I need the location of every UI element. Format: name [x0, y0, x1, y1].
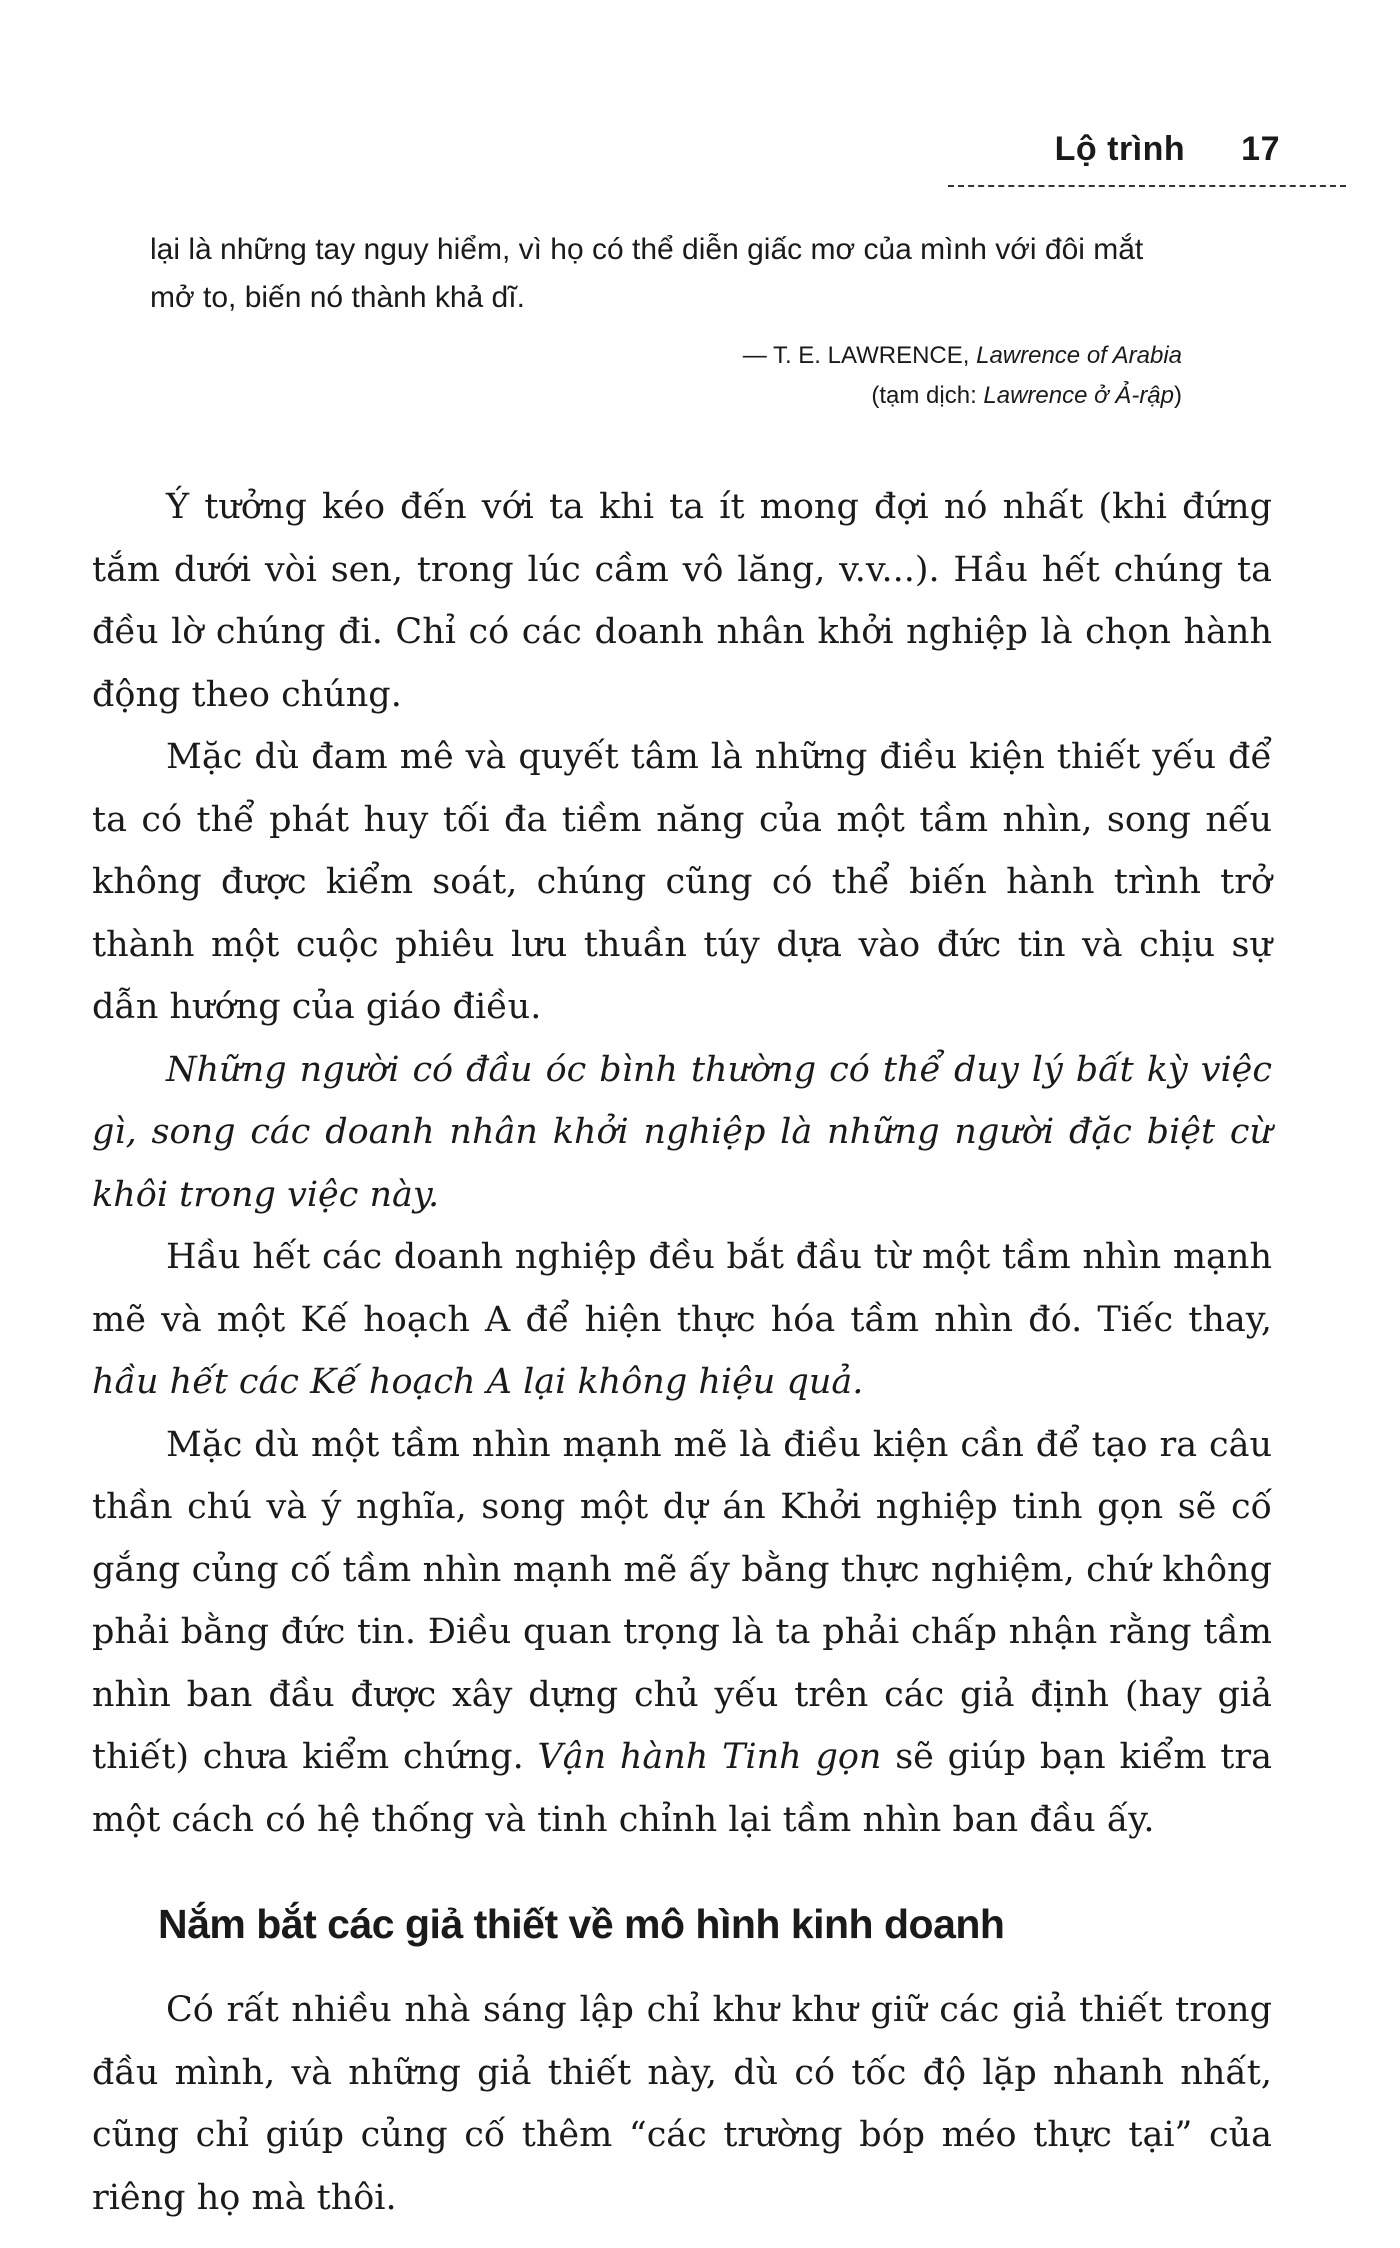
paragraph-passion: Mặc dù đam mê và quyết tâm là những điều kiện thiết yếu để ta có thể phát huy tối đa tiềm năng của một tầm nhìn, song nếu không được kiểm soát, chúng cũng có thể biến hành trình trở thành một cuộc phiêu lưu thuần túy dựa vào đức tin và chịu sự dẫn hướng của giáo điều. — [92, 737, 1272, 1027]
epigraph-quote: lại là những tay nguy hiểm, vì họ có thể diễn giấc mơ của mình với đôi mắt mở to, biến nó thành khả dĩ. — [150, 233, 1144, 314]
plan-a-text: Hầu hết các doanh nghiệp đều bắt đầu từ một tầm nhìn mạnh mẽ và một Kế hoạch A để hiện thực hóa tầm nhìn đó. Tiếc thay, — [92, 1237, 1272, 1340]
vision-text: Mặc dù một tầm nhìn mạnh mẽ là điều kiện cần để tạo ra câu thần chú và ý nghĩa, song một dự án Khởi nghiệp tinh gọn sẽ cố gắng củng cố tầm nhìn mạnh mẽ ấy bằng thực nghiệm, chứ không phải bằng đức tin. Điều quan trọng là ta phải chấp nhận rằng tầm nhìn ban đầu được xây dựng chủ yếu trên các giả định (hay giả thiết) chưa kiểm chứng. — [92, 1424, 1272, 1777]
plan-a-emphasis: hầu hết các Kế hoạch A lại không hiệu quả. — [92, 1362, 864, 1402]
attribution-line — [743, 336, 1182, 376]
epigraph-attribution — [743, 336, 1182, 416]
paragraph-founders: Có rất nhiều nhà sáng lập chỉ khư khư giữ các giả thiết trong đầu mình, và những giả thiết này, dù có tốc độ lặp nhanh nhất, cũng chỉ giúp củng cố thêm “các trường bóp méo thực tại” của riêng họ mà thôi. — [92, 1990, 1272, 2218]
attribution-author: — T. E. LAWRENCE, — [742, 342, 977, 369]
translation-prefix: (tạm dịch: — [871, 382, 984, 409]
paragraph-rationalize: Những người có đầu óc bình thường có thể duy lý bất kỳ việc gì, song các doanh nhân khởi nghiệp là những người đặc biệt cừ khôi trong việc này. — [92, 1049, 1272, 1215]
header-dashed-rule — [948, 185, 1346, 187]
translation-suffix: ) — [1174, 382, 1182, 409]
translation-line — [743, 376, 1182, 416]
vision-book-title: Vận hành Tinh gọn — [537, 1737, 882, 1777]
translation-title: Lawrence ở Ả-rập — [983, 382, 1174, 409]
running-head — [1055, 130, 1280, 169]
chapter-title: Lộ trình — [1054, 130, 1186, 168]
paragraph-vision — [92, 1414, 1272, 1852]
paragraph-plan-a — [92, 1226, 1272, 1414]
section-heading: Nắm bắt các giả thiết về mô hình kinh doanh — [158, 1901, 1005, 1947]
vision-text-end: sẽ giúp bạn kiểm tra một cách có hệ thống và tinh chỉnh lại tầm nhìn ban đầu ấy. — [92, 1737, 1272, 1840]
body-text — [92, 476, 1272, 2229]
paragraph-ideas: Ý tưởng kéo đến với ta khi ta ít mong đợi nó nhất (khi đứng tắm dưới vòi sen, trong lúc cầm vô lăng, v.v...). Hầu hết chúng ta đều lờ chúng đi. Chỉ có các doanh nhân khởi nghiệp là chọn hành động theo chúng. — [92, 487, 1272, 715]
attribution-work: Lawrence of Arabia — [976, 342, 1182, 369]
page-number: 17 — [1241, 130, 1280, 168]
